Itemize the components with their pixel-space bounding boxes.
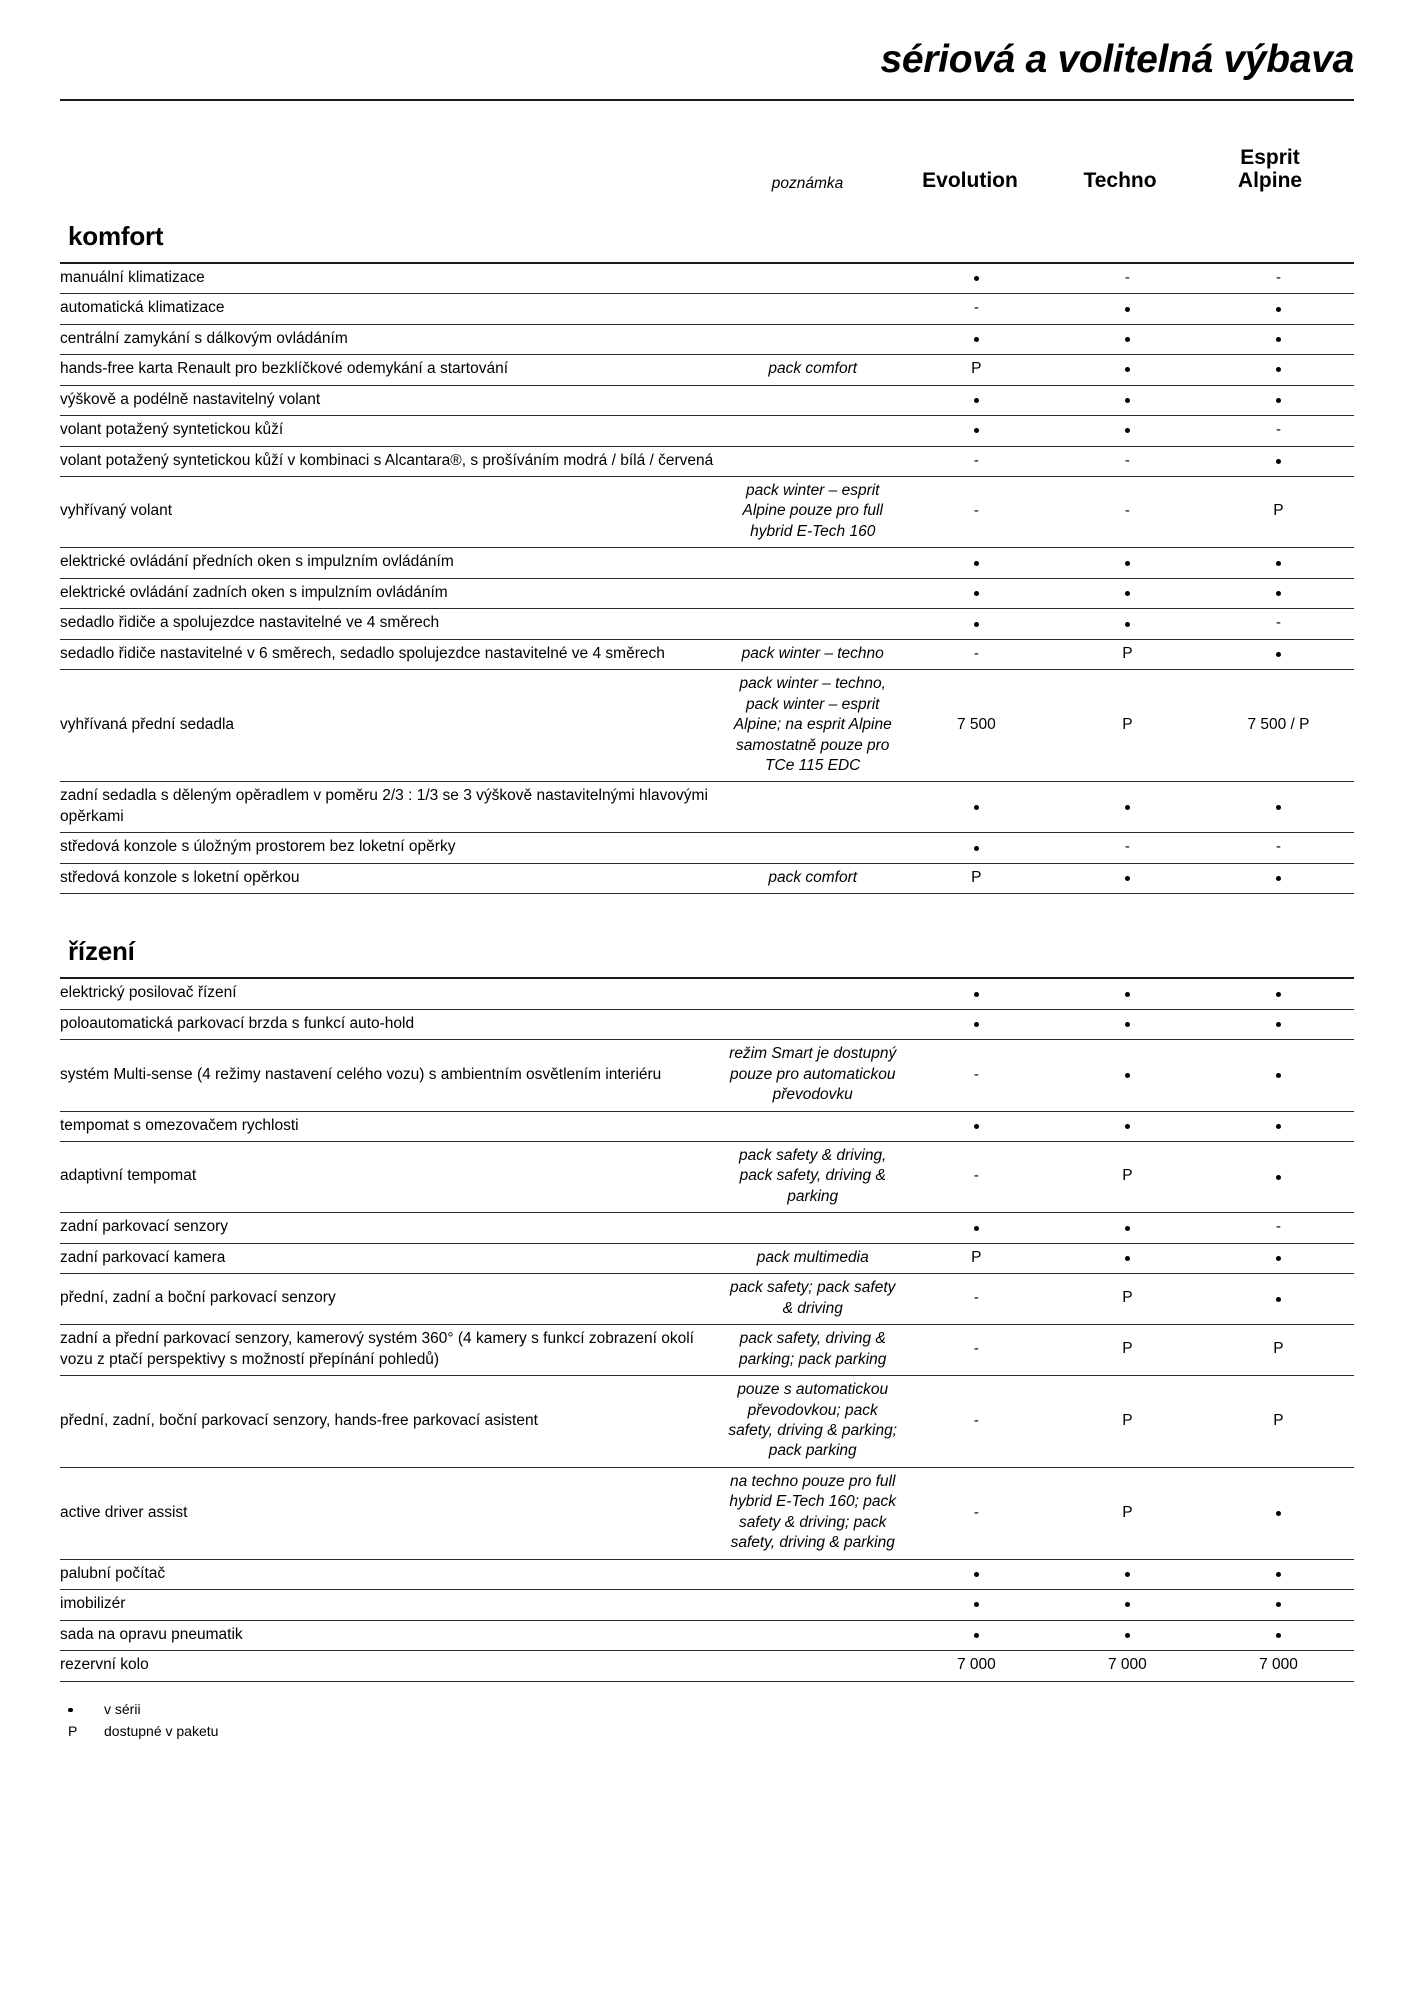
feature-note [725,294,901,324]
not-available-mark: - [1275,1218,1281,1236]
standard-mark [1125,1124,1130,1129]
value-esprit-alpine [1203,1243,1354,1273]
value-techno [1052,1040,1203,1111]
value-techno [1052,1243,1203,1273]
feature-note [725,1009,901,1039]
feature-name: volant potažený syntetickou kůží [60,421,284,439]
table-row [60,1559,1354,1589]
value-evolution [901,1009,1052,1039]
value-techno [1052,294,1203,324]
value-esprit-alpine: 7 500 / P [1247,716,1310,734]
legend-text: v sérii [104,1700,141,1717]
sections-container [60,221,1354,1682]
value-esprit-alpine [1203,1559,1354,1589]
not-available-mark: - [973,451,979,469]
table-row [60,1274,1354,1325]
feature-note [725,1620,901,1650]
value-evolution [901,1141,1052,1212]
table-row [60,782,1354,833]
value-techno [1052,833,1203,863]
value-techno [1052,978,1203,1009]
value-esprit-alpine [1203,978,1354,1009]
feature-name: elektrické ovládání zadních oken s impulzním ovládáním [60,583,448,601]
standard-mark [1125,1022,1130,1027]
legend-text: dostupné v paketu [104,1722,219,1739]
not-available-mark: - [1124,451,1130,469]
value-esprit-alpine: P [1273,502,1284,520]
standard-mark [1276,398,1281,403]
value-techno [1052,548,1203,578]
not-available-mark: - [973,1503,979,1521]
feature-name: hands-free karta Renault pro bezklíčkové odemykání a startování [60,360,509,378]
standard-mark [1125,1226,1130,1231]
value-techno: P [1122,1167,1133,1185]
value-evolution [901,1213,1052,1243]
standard-mark [1125,398,1130,403]
value-evolution [901,1559,1052,1589]
value-techno [1052,609,1203,639]
feature-note [725,782,901,833]
value-techno [1052,324,1203,354]
value-esprit-alpine: P [1273,1411,1284,1429]
value-techno: 7 000 [1108,1656,1147,1674]
feature-note: pack winter – techno, pack winter – esprit Alpine; na esprit Alpine samostatně pouze pro TCe 115 EDC [733,675,892,774]
standard-mark [974,591,979,596]
feature-note [725,324,901,354]
table-row [60,1620,1354,1650]
value-evolution: P [971,868,982,886]
value-esprit-alpine [1203,1040,1354,1111]
feature-name: sada na opravu pneumatik [60,1625,243,1643]
standard-mark [1276,992,1281,997]
table-row [60,670,1354,782]
feature-note: pack safety & driving, pack safety, driving & parking [739,1146,887,1205]
feature-name: automatická klimatizace [60,299,225,317]
value-esprit-alpine [1203,355,1354,385]
table-row [60,1325,1354,1376]
value-esprit-alpine [1203,1111,1354,1141]
value-techno [1052,1111,1203,1141]
table-row [60,1467,1354,1559]
legend-key: P [68,1722,78,1739]
feature-name: vyhřívaná přední sedadla [60,716,235,734]
feature-note: pack multimedia [756,1248,869,1266]
value-techno [1052,578,1203,608]
value-evolution [901,1620,1052,1650]
value-esprit-alpine [1203,548,1354,578]
not-available-mark: - [973,502,979,520]
standard-mark [1276,367,1281,372]
not-available-mark: - [1275,838,1281,856]
value-esprit-alpine [1203,416,1354,446]
standard-mark [1276,337,1281,342]
feature-name: manuální klimatizace [60,268,205,286]
standard-mark [974,1124,979,1129]
feature-note: na techno pouze pro full hybrid E-Tech 160; pack safety & driving; pack safety, driving & parking [729,1472,897,1552]
standard-mark [1276,1572,1281,1577]
feature-name: zadní a přední parkovací senzory, kamerový systém 360° (4 kamery s funkcí zobrazení okolí vozu z ptačí perspektivy s možností přepínání pohledů) [60,1330,694,1368]
feature-note: pack safety, driving & parking; pack parking [739,1330,887,1368]
value-techno: P [1122,1503,1133,1521]
table-row [60,1040,1354,1111]
feature-name: sedadlo řidiče nastavitelné v 6 směrech, sedadlo spolujezdce nastavitelné ve 4 směrech [60,644,665,662]
standard-mark [974,805,979,810]
feature-name: sedadlo řidiče a spolujezdce nastavitelné ve 4 směrech [60,614,440,632]
value-esprit-alpine [1203,609,1354,639]
feature-name: imobilizér [60,1595,126,1613]
standard-mark [1125,561,1130,566]
value-esprit-alpine [1203,1141,1354,1212]
standard-mark [974,1602,979,1607]
standard-mark [1276,652,1281,657]
standard-mark [1125,1572,1130,1577]
value-esprit-alpine [1203,385,1354,415]
feature-note [725,1213,901,1243]
table-row [60,833,1354,863]
value-esprit-alpine [1203,1213,1354,1243]
value-evolution [901,1325,1052,1376]
value-esprit-alpine [1203,782,1354,833]
value-techno: P [1122,644,1133,662]
standard-mark [974,846,979,851]
feature-name: elektrický posilovač řízení [60,984,237,1002]
feature-note [725,385,901,415]
section-title-2: řízení [68,936,135,967]
feature-name: středová konzole s úložným prostorem bez loketní opěrky [60,838,456,856]
standard-mark [1125,1073,1130,1078]
value-techno [1052,782,1203,833]
feature-name: adaptivní tempomat [60,1167,197,1185]
feature-name: přední, zadní a boční parkovací senzory [60,1289,336,1307]
standard-mark [1276,876,1281,881]
standard-mark [1276,459,1281,464]
feature-note [725,1111,901,1141]
feature-note: režim Smart je dostupný pouze pro automatickou převodovku [729,1045,897,1104]
document-header [60,0,1354,101]
column-header-esprit-alpine-line2: Alpine [1237,169,1303,193]
standard-mark [1125,622,1130,627]
standard-mark [974,561,979,566]
feature-name: vyhřívaný volant [60,502,172,520]
feature-name: zadní sedadla s děleným opěradlem v poměru 2/3 : 1/3 se 3 výškově nastavitelnými hlavovými opěrkami [60,787,708,825]
section-title-1: komfort [68,220,164,251]
standard-mark [1125,992,1130,997]
value-techno: P [1122,1340,1133,1358]
feature-name: rezervní kolo [60,1656,149,1674]
value-evolution [901,446,1052,476]
feature-note [725,1651,901,1681]
table-row [60,548,1354,578]
table-row [60,639,1354,669]
title-divider [60,99,1354,101]
feature-name: systém Multi-sense (4 režimy nastavení celého vozu) s ambientním osvětlením interiéru [60,1065,662,1083]
page-title: sériová a volitelná výbava [880,38,1354,81]
table-row [60,1141,1354,1212]
table-row [60,1651,1354,1681]
standard-mark [1276,1124,1281,1129]
value-techno: P [1122,716,1133,734]
not-available-mark: - [973,1411,979,1429]
value-esprit-alpine: 7 000 [1259,1656,1298,1674]
column-header-esprit-alpine [1195,146,1345,197]
standard-mark [974,1022,979,1027]
feature-note [725,1590,901,1620]
value-evolution [901,782,1052,833]
table-row [60,863,1354,893]
standard-mark [974,398,979,403]
not-available-mark: - [1275,614,1281,632]
feature-note [725,1559,901,1589]
feature-name: centrální zamykání s dálkovým ovládáním [60,329,348,347]
not-available-mark: - [1124,502,1130,520]
feature-name: výškově a podélně nastavitelný volant [60,390,321,408]
standard-mark [1276,307,1281,312]
legend-key [68,1698,104,1720]
value-techno [1052,446,1203,476]
standard-mark [1276,1297,1281,1302]
not-available-mark: - [1124,268,1130,286]
feature-name: volant potažený syntetickou kůží v kombinaci s Alcantara®, s prošíváním modrá / bílá / červená [60,451,714,469]
feature-note [725,978,901,1009]
table-row [60,978,1354,1009]
standard-mark [1276,561,1281,566]
feature-note: pouze s automatickou převodovkou; pack safety, driving & parking; pack parking [728,1381,897,1460]
standard-mark [1125,428,1130,433]
feature-note [725,548,901,578]
standard-mark [1276,805,1281,810]
standard-mark [1276,1073,1281,1078]
value-evolution [901,1040,1052,1111]
feature-note [725,833,901,863]
value-techno [1052,1590,1203,1620]
value-esprit-alpine [1203,1467,1354,1559]
feature-note [725,578,901,608]
column-header-esprit-alpine-line1: Esprit [1240,145,1300,169]
spec-table-1 [60,262,1354,894]
table-row [60,1243,1354,1273]
feature-note [725,446,901,476]
standard-mark [1276,1511,1281,1516]
feature-name: elektrické ovládání předních oken s impulzním ovládáním [60,553,454,571]
table-row [60,385,1354,415]
table-row [60,263,1354,294]
standard-mark [1276,1602,1281,1607]
legend-item [68,1720,1354,1742]
column-header-techno: Techno [1083,169,1157,193]
standard-mark [974,1226,979,1231]
value-evolution [901,1590,1052,1620]
column-header-note: poznámka [771,174,844,192]
value-evolution [901,263,1052,294]
feature-note: pack comfort [768,360,858,378]
not-available-mark: - [973,1167,979,1185]
table-row [60,324,1354,354]
standard-mark [974,428,979,433]
table-row [60,1590,1354,1620]
value-techno [1052,263,1203,294]
standard-mark [974,1572,979,1577]
feature-note [725,609,901,639]
value-esprit-alpine [1203,446,1354,476]
standard-mark [974,276,979,281]
standard-mark [1125,307,1130,312]
feature-name: přední, zadní, boční parkovací senzory, hands-free parkovací asistent [60,1411,538,1429]
value-techno [1052,1009,1203,1039]
value-evolution [901,294,1052,324]
standard-mark [974,622,979,627]
column-header-evolution: Evolution [922,169,1018,193]
feature-name: zadní parkovací senzory [60,1218,229,1236]
value-esprit-alpine [1203,639,1354,669]
value-esprit-alpine [1203,1620,1354,1650]
column-header-row [60,123,1354,197]
standard-mark [1125,1633,1130,1638]
feature-note: pack safety; pack safety & driving [730,1279,896,1317]
legend-item [68,1698,1354,1720]
value-esprit-alpine: P [1273,1340,1284,1358]
value-techno [1052,1620,1203,1650]
value-evolution [901,639,1052,669]
value-evolution [901,324,1052,354]
standard-mark [1276,1256,1281,1261]
legend [68,1698,1354,1743]
value-techno [1052,385,1203,415]
feature-name: zadní parkovací kamera [60,1248,226,1266]
table-row [60,446,1354,476]
not-available-mark: - [973,1340,979,1358]
value-techno: P [1122,1411,1133,1429]
feature-name: active driver assist [60,1503,188,1521]
value-evolution [901,578,1052,608]
table-row [60,416,1354,446]
feature-note: pack winter – techno [741,644,884,662]
standard-mark [1125,337,1130,342]
value-esprit-alpine [1203,294,1354,324]
standard-mark [1125,367,1130,372]
value-evolution [901,385,1052,415]
standard-mark [1276,1633,1281,1638]
value-techno: P [1122,1289,1133,1307]
value-evolution [901,833,1052,863]
value-esprit-alpine [1203,1590,1354,1620]
value-esprit-alpine [1203,324,1354,354]
value-techno [1052,863,1203,893]
standard-mark [1276,1022,1281,1027]
value-evolution [901,548,1052,578]
feature-note [725,416,901,446]
not-available-mark: - [973,644,979,662]
table-row [60,1111,1354,1141]
table-row [60,1376,1354,1468]
standard-mark [1125,1602,1130,1607]
standard-mark [1125,591,1130,596]
value-techno [1052,355,1203,385]
feature-note: pack comfort [768,868,858,886]
value-evolution [901,609,1052,639]
table-row [60,1009,1354,1039]
value-techno [1052,1213,1203,1243]
table-row [60,578,1354,608]
value-evolution [901,1376,1052,1468]
not-available-mark: - [973,299,979,317]
value-esprit-alpine [1203,1274,1354,1325]
value-techno [1052,477,1203,548]
value-evolution: 7 500 [956,716,996,734]
table-row [60,477,1354,548]
feature-name: palubní počítač [60,1564,166,1582]
feature-name: tempomat s omezovačem rychlosti [60,1116,299,1134]
table-row [60,355,1354,385]
value-evolution: 7 000 [956,1656,996,1674]
value-esprit-alpine [1203,833,1354,863]
value-esprit-alpine [1203,1009,1354,1039]
standard-mark [1276,1175,1281,1180]
value-esprit-alpine [1203,863,1354,893]
value-evolution [901,978,1052,1009]
not-available-mark: - [973,1289,979,1307]
standard-mark [1125,876,1130,881]
value-evolution [901,1274,1052,1325]
value-evolution [901,1467,1052,1559]
value-evolution: P [971,1248,982,1266]
value-evolution [901,1111,1052,1141]
standard-mark [68,1708,73,1713]
standard-mark [974,1633,979,1638]
not-available-mark: - [1124,838,1130,856]
feature-note: pack winter – esprit Alpine pouze pro full hybrid E-Tech 160 [742,482,883,540]
table-row [60,1213,1354,1243]
standard-mark [1125,805,1130,810]
feature-note [725,263,901,294]
feature-name: středová konzole s loketní opěrkou [60,868,300,886]
standard-mark [974,337,979,342]
not-available-mark: - [1275,268,1281,286]
value-techno [1052,1559,1203,1589]
standard-mark [974,992,979,997]
not-available-mark: - [1275,421,1281,439]
table-row [60,294,1354,324]
value-esprit-alpine [1203,263,1354,294]
feature-name: poloautomatická parkovací brzda s funkcí auto-hold [60,1014,415,1032]
table-row [60,609,1354,639]
value-evolution [901,477,1052,548]
value-esprit-alpine [1203,578,1354,608]
not-available-mark: - [973,1065,979,1083]
value-evolution: P [971,360,982,378]
standard-mark [1125,1256,1130,1261]
standard-mark [1276,591,1281,596]
spec-table-2 [60,977,1354,1681]
value-techno [1052,416,1203,446]
value-evolution [901,416,1052,446]
